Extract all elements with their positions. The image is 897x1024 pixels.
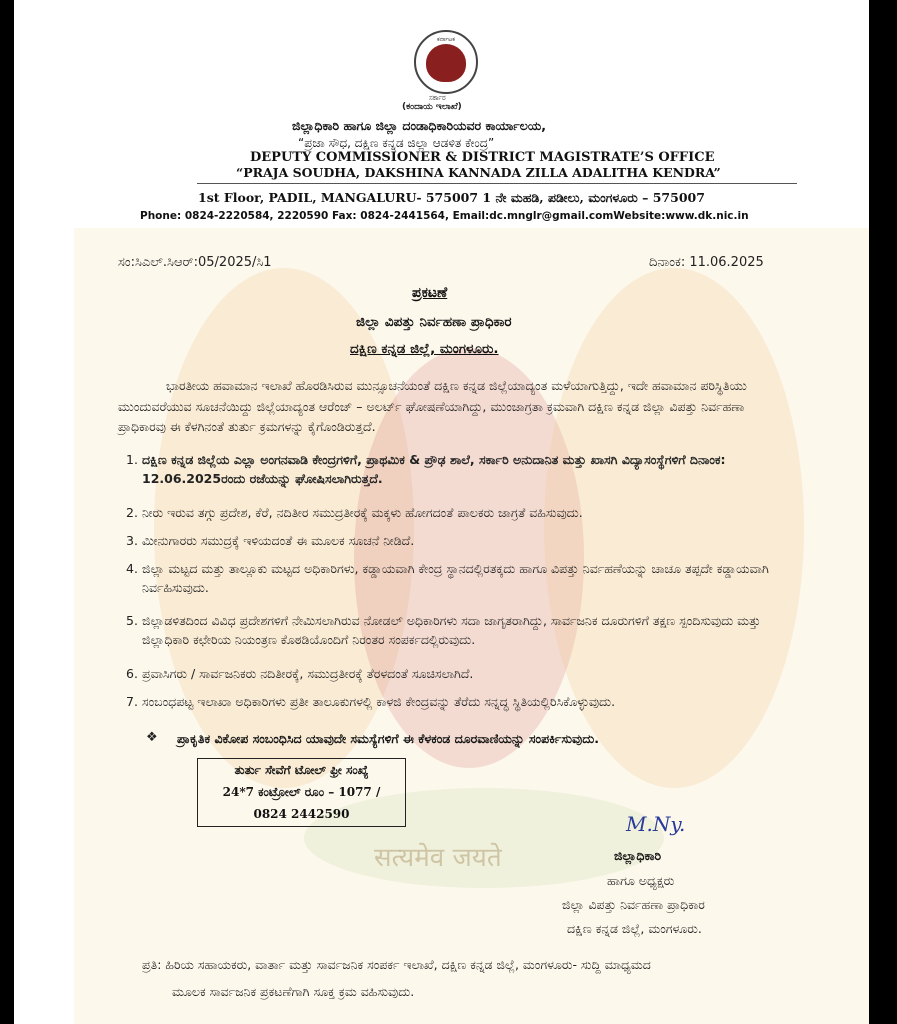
list-item bbox=[126, 451, 792, 489]
list-item bbox=[126, 532, 792, 551]
praja-soudha-english: “PRAJA SOUDHA, DAKSHINA KANNADA ZILLA ADALITHA KENDRA” bbox=[236, 165, 721, 180]
emblem-caption-top: ಕರ್ನಾಟಕ bbox=[437, 36, 455, 43]
bullet-icon: ❖ bbox=[146, 730, 158, 745]
control-room-number: 24*7 ಕಂಟ್ರೋಲ್ ರೂಂ – 1077 / bbox=[222, 785, 381, 799]
letter-date: ದಿನಾಂಕ: 11.06.2025 bbox=[649, 255, 764, 270]
item-number: 1. bbox=[126, 452, 138, 467]
helpline-box bbox=[197, 758, 406, 827]
item-text: ಪ್ರವಾಸಿಗರು / ಸಾರ್ವಜನಿಕರು ನದಿತೀರಕ್ಕೆ, ಸಮುದ್ರತೀರಕ್ಕೆ ತೆರಳದಂತೆ ಸೂಚಿಸಲಾಗಿದೆ. bbox=[142, 666, 474, 681]
helpline-title: ತುರ್ತು ಸೇವೆಗೆ ಟೋಲ್ ಫ್ರೀ ಸಂಖ್ಯೆ bbox=[234, 763, 369, 777]
district-heading: ದಕ್ಷಿಣ ಕನ್ನಡ ಜಿಲ್ಲೆ, ಮಂಗಳೂರು. bbox=[350, 341, 499, 357]
header-divider bbox=[197, 183, 797, 184]
signature-scribble: M.Ny. bbox=[626, 812, 686, 836]
signatory-and: ಹಾಗೂ ಅಧ್ಯಕ್ಷರು bbox=[607, 873, 675, 888]
office-address: 1st Floor, PADIL, MANGALURU- 575007 1 ನೇ ಮಹಡಿ, ಪಡೀಲು, ಮಂಗಳೂರು – 575007 bbox=[198, 190, 705, 205]
praja-soudha-kannada: “ಪ್ರಜಾ ಸೌಧ, ದಕ್ಷಿಣ ಕನ್ನಡ ಜಿಲ್ಲಾ ಆಡಳಿತ ಕೇಂದ್ರ” bbox=[298, 136, 495, 150]
item-number: 2. bbox=[126, 505, 138, 520]
office-name-english: DEPUTY COMMISSIONER & DISTRICT MAGISTRATE’S OFFICE bbox=[250, 150, 715, 165]
item-number: 4. bbox=[126, 561, 138, 576]
signatory-title: ಜಿಲ್ಲಾಧಿಕಾರಿ bbox=[614, 848, 662, 863]
item-number: 3. bbox=[126, 533, 138, 548]
item-number: 6. bbox=[126, 666, 138, 681]
department-label: (ಕಂದಾಯ ಇಲಾಖೆ) bbox=[402, 102, 462, 112]
list-item bbox=[126, 665, 792, 684]
copy-to-line2: ಮೂಲಕ ಸಾರ್ವಜನಿಕ ಪ್ರಕಟಣೆಗಾಗಿ ಸೂಕ್ತ ಕ್ರಮ ವಹಿಸುವುದು. bbox=[172, 984, 415, 999]
document-page bbox=[14, 0, 869, 1024]
list-item bbox=[126, 693, 792, 712]
list-item bbox=[126, 612, 792, 650]
reference-number: ಸಂ:ಸಿಎಲ್.ಸಿಆರ್:05/2025/ಸಿ1 bbox=[118, 255, 272, 270]
item-text: ಸಂಬಂಧಪಟ್ಟ ಇಲಾಖಾ ಅಧಿಕಾರಿಗಳು ಪ್ರತೀ ತಾಲೂಕುಗಳಲ್ಲಿ ಕಾಳಜಿ ಕೇಂದ್ರವನ್ನು ತೆರೆದು ಸನ್ನದ್ಧ ಸ್ಥಿತಿಯಲ್ಲಿರಿಸಿಕೊಳ್ಳುವುದು. bbox=[142, 694, 616, 709]
office-contact: Phone: 0824-2220584, 2220590 Fax: 0824-2441564, Email:dc.mnglr@gmail.comWebsite:www.dk.nic.in bbox=[140, 210, 749, 222]
item-text: ನೀರು ಇರುವ ತಗ್ಗು ಪ್ರದೇಶ, ಕೆರೆ, ನದಿತೀರ ಸಮುದ್ರತೀರಕ್ಕೆ ಮಕ್ಕಳು ಹೋಗದಂತೆ ಪಾಲಕರು ಜಾಗ್ರತೆ ವಹಿಸುವುದು. bbox=[142, 505, 583, 520]
authority-heading: ಜಿಲ್ಲಾ ವಿಪತ್ತು ನಿರ್ವಹಣಾ ಪ್ರಾಧಿಕಾರ bbox=[356, 314, 512, 330]
item-text: ದಕ್ಷಿಣ ಕನ್ನಡ ಜಿಲ್ಲೆಯ ಎಲ್ಲಾ ಅಂಗನವಾಡಿ ಕೇಂದ್ರಗಳಿಗೆ, ಪ್ರಾಥಮಿಕ & ಪ್ರೌಢ ಶಾಲೆ, ಸರ್ಕಾರಿ ಅನುದಾನಿತ ಮತ್ತು ಖಾಸಗಿ ವಿದ್ಯಾಸಂಸ್ಥೆಗಳಿಗೆ ದಿನಾಂಕ: 12.06.2025ರಂದು ರಜೆಯನ್ನು ಘೋಷಿಸಲಾಗಿರುತ್ತದೆ. bbox=[142, 452, 726, 486]
item-number: 5. bbox=[126, 613, 138, 628]
karnataka-emblem-icon bbox=[414, 30, 478, 94]
watermark-motto: सत्यमेव जयते bbox=[374, 843, 502, 873]
office-name-kannada: ಜಿಲ್ಲಾಧಿಕಾರಿ ಹಾಗೂ ಜಿಲ್ಲಾ ದಂಡಾಧಿಕಾರಿಯವರ ಕಾರ್ಯಾಲಯ, bbox=[292, 118, 547, 133]
bullet-note: ಪ್ರಾಕೃತಿಕ ವಿಕೋಪ ಸಂಬಂಧಿಸಿದ ಯಾವುದೇ ಸಮಸ್ಯೆಗಳಿಗೆ ಈ ಕೆಳಕಂಡ ದೂರವಾಣಿಯನ್ನು ಸಂಪರ್ಕಿಸುವುದು. bbox=[177, 731, 600, 746]
intro-paragraph: ಭಾರತೀಯ ಹವಾಮಾನ ಇಲಾಖೆ ಹೊರಡಿಸಿರುವ ಮುನ್ಸೂಚನೆಯಂತೆ ದಕ್ಷಿಣ ಕನ್ನಡ ಜಿಲ್ಲೆಯಾದ್ಯಂತ ಮಳೆಯಾಗುತ್ತಿದ್ದು, ಇದೇ ಹವಾಮಾನ ಪರಿಸ್ಥಿತಿಯು ಮುಂದುವರೆಯುವ ಸೂಚನೆಯಿದ್ದು ಜಿಲ್ಲೆಯಾದ್ಯಂತ ಆರೆಂಜ್ – ಅಲರ್ಟ್ ಘೋಷಣೆಯಾಗಿದ್ದು, ಮುಂಜಾಗ್ರತಾ ಕ್ರಮವಾಗಿ ದಕ್ಷಿಣ ಕನ್ನಡ ಜಿಲ್ಲಾ ವಿಪತ್ತು ನಿರ್ವಹಣಾ ಪ್ರಾಧಿಕಾರವು ಈ ಕೆಳಗಿನಂತೆ ತುರ್ತು ಕ್ರಮಗಳನ್ನು ಕೈಗೊಂಡಿರುತ್ತದೆ. bbox=[118, 378, 747, 435]
signatory-authority: ಜಿಲ್ಲಾ ವಿಪತ್ತು ನಿರ್ವಹಣಾ ಪ್ರಾಧಿಕಾರ bbox=[562, 897, 705, 912]
control-room-phone: 0824 2442590 bbox=[253, 807, 350, 821]
list-item bbox=[126, 504, 792, 523]
signatory-district: ದಕ್ಷಿಣ ಕನ್ನಡ ಜಿಲ್ಲೆ, ಮಂಗಳೂರು. bbox=[567, 921, 702, 936]
item-text: ಜಿಲ್ಲಾ ಮಟ್ಟದ ಮತ್ತು ತಾಲ್ಲೂಕು ಮಟ್ಟದ ಅಧಿಕಾರಿಗಳು, ಕಡ್ಡಾಯವಾಗಿ ಕೇಂದ್ರ ಸ್ಥಾನದಲ್ಲಿರತಕ್ಕದು ಹಾಗೂ ವಿಪತ್ತು ನಿರ್ವಹಣೆಯನ್ನು ಚಾಚೂ ತಪ್ಪದೇ ಕಡ್ಡಾಯವಾಗಿ ನಿರ್ವಹಿಸುವುದು. bbox=[142, 561, 769, 595]
item-number: 7. bbox=[126, 694, 138, 709]
notice-title: ಪ್ರಕಟಣೆ bbox=[412, 285, 448, 301]
item-text: ಮೀನುಗಾರರು ಸಮುದ್ರಕ್ಕೆ ಇಳಿಯದಂತೆ ಈ ಮೂಲಕ ಸೂಚನೆ ನೀಡಿದೆ. bbox=[142, 533, 415, 548]
emblem-caption-bottom: ಸರ್ಕಾರ bbox=[429, 94, 446, 102]
copy-to-line1: ಪ್ರತಿ: ಹಿರಿಯ ಸಹಾಯಕರು, ವಾರ್ತಾ ಮತ್ತು ಸಾರ್ವಜನಿಕ ಸಂಪರ್ಕ ಇಲಾಖೆ, ದಕ್ಷಿಣ ಕನ್ನಡ ಜಿಲ್ಲೆ, ಮಂಗಳೂರು- ಸುದ್ದಿ ಮಾಧ್ಯಮದ bbox=[142, 957, 651, 972]
list-item bbox=[126, 560, 792, 598]
item-text: ಜಿಲ್ಲಾಡಳಿತದಿಂದ ವಿವಿಧ ಪ್ರದೇಶಗಳಿಗೆ ನೇಮಿಸಲಾಗಿರುವ ನೋಡಲ್ ಅಧಿಕಾರಿಗಳು ಸದಾ ಜಾಗೃತರಾಗಿದ್ದು, ಸಾರ್ವಜನಿಕ ದೂರುಗಳಿಗೆ ತಕ್ಷಣ ಸ್ಪಂದಿಸುವುದು ಮತ್ತು ಜಿಲ್ಲಾಧಿಕಾರಿ ಕಛೇರಿಯ ನಿಯಂತ್ರಣ ಕೊಠಡಿಯೊಂದಿಗೆ ನಿರಂತರ ಸಂಪರ್ಕದಲ್ಲಿರುವುದು. bbox=[142, 613, 761, 647]
